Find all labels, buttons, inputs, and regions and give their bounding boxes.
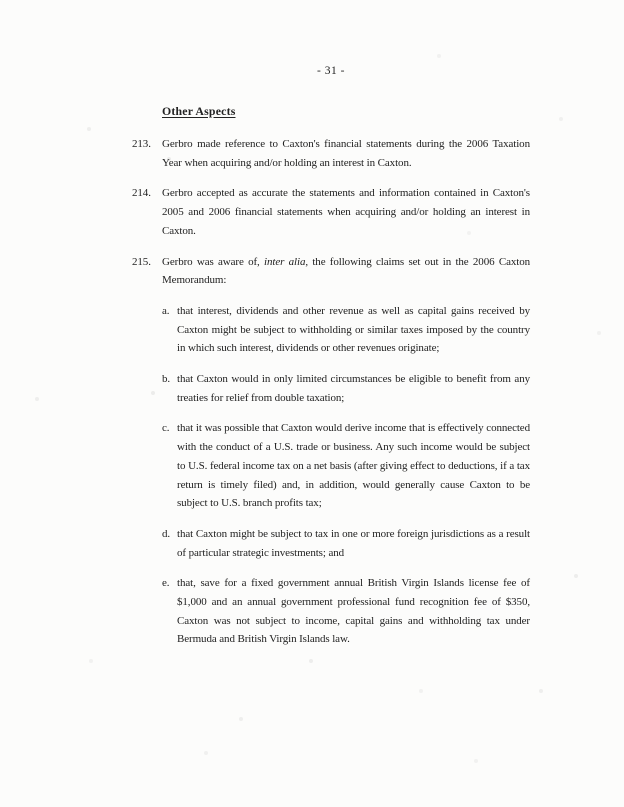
page-number: - 31 -	[317, 65, 345, 77]
subitem-c	[162, 419, 530, 513]
subitem-text: that, save for a fixed government annual British Virgin Islands license fee of $1,000 and an annual government professional fund recognition fee of $350, Caxton was not subject to income, capital gains and withholding tax under Bermuda and British Virgin Islands law.	[177, 577, 530, 646]
subitem-text: that it was possible that Caxton would derive income that is effectively connected with the conduct of a U.S. trade or business. Any such income would be subject to U.S. federal income tax on a net basis (after giving effect to deductions, if a tax return is timely filed) and, in addition, would generally cause Caxton to be subject to U.S. branch profits tax;	[177, 422, 530, 510]
subitem-letter: b.	[162, 373, 171, 386]
document-content	[132, 103, 530, 649]
paragraph-text	[162, 253, 530, 290]
subitem-e	[162, 574, 530, 649]
subitem-letter: a.	[162, 304, 170, 317]
subitem-d	[162, 525, 530, 562]
section-heading: Other Aspects	[162, 104, 236, 118]
subitem-letter: d.	[162, 527, 171, 540]
subitem-text: that Caxton would in only limited circumstances be eligible to benefit from any treaties for relief from double taxation;	[177, 373, 530, 404]
paragraph-number: 215.	[132, 255, 151, 268]
subitem-letter: e.	[162, 577, 170, 590]
paragraph-213	[132, 135, 530, 172]
latin-phrase: inter alia	[264, 255, 306, 268]
claims-sublist	[162, 302, 530, 649]
paragraph-215	[132, 253, 530, 290]
paragraph-214	[132, 184, 530, 240]
paragraph-number: 214.	[132, 187, 151, 200]
subitem-letter: c.	[162, 422, 170, 435]
paragraph-text: Gerbro accepted as accurate the statements and information contained in Caxton's 2005 and 2006 financial statements when acquiring and/or holding an interest in Caxton.	[162, 187, 530, 237]
paragraph-text-segment: , the following claims set out in the 2006 Caxton Memorandum:	[162, 255, 531, 287]
subitem-a	[162, 302, 530, 358]
scan-noise	[0, 0, 2, 2]
subitem-text: that interest, dividends and other revenue as well as capital gains received by Caxton might be subject to withholding or similar taxes imposed by the country in which such interest, dividends or other revenues originate;	[177, 304, 530, 355]
subitem-text: that Caxton might be subject to tax in one or more foreign jurisdictions as a result of particular strategic investments; and	[177, 527, 530, 559]
paragraph-text: Gerbro made reference to Caxton's financial statements during the 2006 Taxation Year when acquiring and/or holding an interest in Caxton.	[162, 138, 530, 169]
paragraph-number: 213.	[132, 138, 151, 150]
paragraph-text-segment: Gerbro was aware of,	[162, 255, 265, 268]
subitem-b	[162, 370, 530, 407]
